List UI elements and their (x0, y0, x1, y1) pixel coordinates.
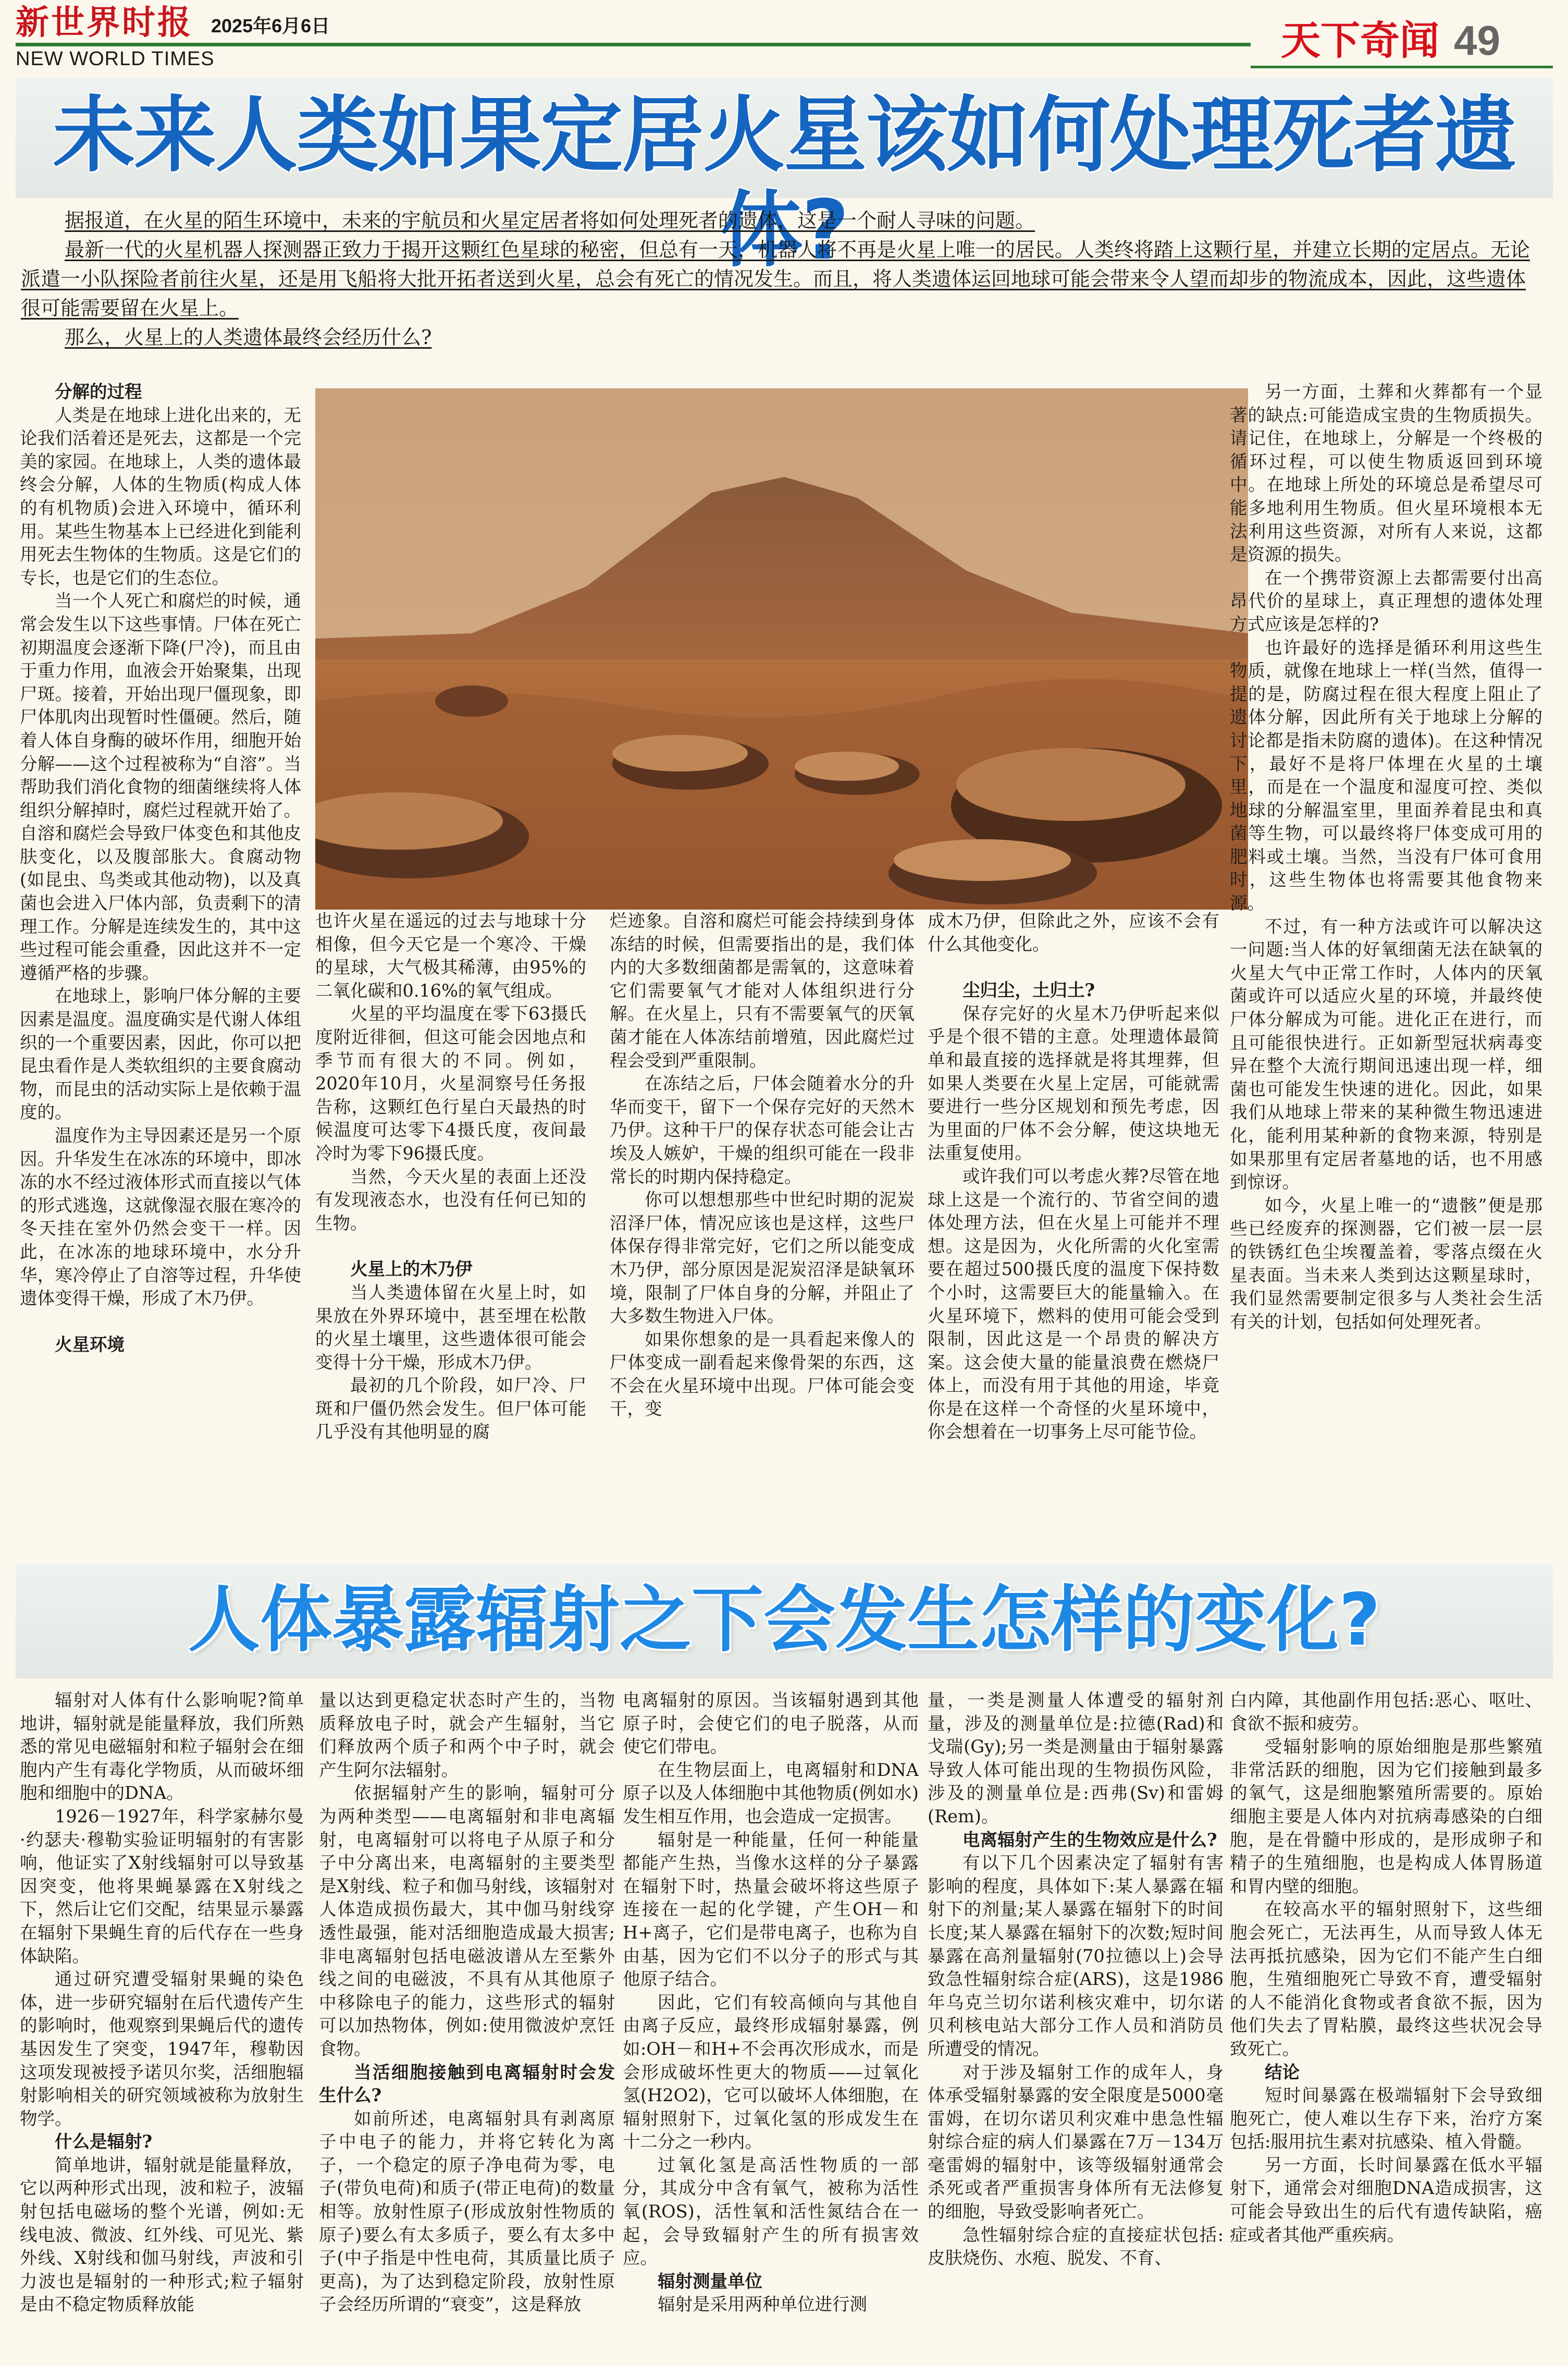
mars-landscape-image (315, 388, 1248, 910)
body-paragraph: 白内障，其他副作用包括:恶心、呕吐、食欲不振和疲劳。 (1230, 1690, 1542, 1734)
body-paragraph: 简单地讲，辐射就是能量释放，它以两种形式出现，波和粒子，波辐射包括电磁场的整个光谱，例如:无线电波、微波、红外线、可见光、紫外线、X射线和伽马射线，声波和引力波也是辐射的一种形式;粒子辐射是由不稳定物质释放能 (20, 2154, 304, 2315)
article2-column-3 (623, 1689, 919, 2361)
article1-column-4 (928, 910, 1219, 1444)
body-paragraph: 通过研究遭受辐射果蝇的染色体，进一步研究辐射在后代遗传产生的影响时，他观察到果蝇后代的遗传基因发生了突变，1947年，穆勒因这项发现被授予诺贝尔奖，活细胞辐射影响相关的研究领域被称为放射生物学。 (20, 1969, 304, 2129)
body-paragraph: 温度作为主导因素还是另一个原因。升华发生在冰冻的环境中，即冰冻的水不经过液体形式而直接以气体的形式逃逸，这就像湿衣服在寒冷的冬天挂在室外仍然会变干一样。因此，在冰冻的地球环境中，水分升华，寒冷停止了自溶等过程，升华使遗体变得干燥，形成了木乃伊。 (20, 1125, 301, 1309)
newspaper-logo: 新世界时报 (16, 3, 193, 42)
intro-paragraph: 那么，火星上的人类遗体最终会经历什么? (65, 326, 432, 349)
section-underline (1251, 66, 1553, 68)
masthead-divider (16, 43, 1251, 46)
subheading: 火星上的木乃伊 (350, 1259, 473, 1280)
subheading: 电离辐射产生的生物效应是什么? (962, 1829, 1217, 1850)
body-paragraph: 也许火星在遥远的过去与地球十分相像，但今天它是一个寒冷、干燥的星球，大气极其稀薄，由95%的二氧化碳和0.16%的氧气组成。 (315, 911, 586, 1001)
body-paragraph: 不过，有一种方法或许可以解决这一问题:当人体的好氧细菌无法在缺氧的火星大气中正常工作时，人体内的厌氧菌或许可以适应火星的环境，并最终使尸体分解成为可能。进化正在进行，而且可能很快进行。正如新型冠状病毒变异在整个大流行期间迅速出现一样，细菌也可能发生快速的进化。因此，如果我们从地球上带来的某种微生物迅速进化，能利用某种新的食物来源，特别是如果那里有定居者墓地的话，也不用感到惊讶。 (1230, 916, 1542, 1193)
intro-paragraph: 最新一代的火星机器人探测器正致力于揭开这颗红色星球的秘密，但总有一天，机器人将不再是火星上唯一的居民。人类终将踏上这颗行星，并建立长期的定居点。无论派遣一小队探险者前往火星，还是用飞船将大批开拓者送到火星，总会有死亡的情况发生。而且，将人类遗体运回地球可能会带来令人望而却步的物流成本，因此，这些遗体很可能需要留在火星上。 (21, 238, 1530, 320)
subheading: 结论 (1265, 2062, 1300, 2082)
article2-column-4 (928, 1689, 1224, 2361)
body-paragraph: 如果你想象的是一具看起来像人的尸体变成一副看起来像骨架的东西，这不会在火星环境中出现。尸体可能会变干，变 (610, 1329, 915, 1419)
body-paragraph: 另一方面，长时间暴露在低水平辐射下，通常会对细胞DNA造成损害，这可能会导致出生的后代有遗传缺陷，癌症或者其他严重疾病。 (1230, 2154, 1542, 2245)
article-headline: 未来人类如果定居火星该如何处理死者遗体? (53, 88, 1516, 278)
body-paragraph: 1926－1927年，科学家赫尔曼·约瑟夫·穆勒实验证明辐射的有害影响，他证实了X射线辐射可以导致基因突变，他将果蝇暴露在X射线之下，然后让它们交配，结果显示暴露在辐射下果蝇生育的后代存在一些身体缺陷。 (20, 1806, 304, 1966)
body-paragraph: 成木乃伊，但除此之外，应该不会有什么其他变化。 (928, 911, 1219, 954)
article1-column-3 (610, 910, 915, 1421)
subheading: 当活细胞接触到电离辐射时会发生什么? (319, 2062, 615, 2106)
body-paragraph: 当然，今天火星的表面上还没有发现液态水，也没有任何已知的生物。 (315, 1166, 586, 1233)
body-paragraph: 你可以想想那些中世纪时期的泥炭沼泽尸体，情况应该也是这样，这些尸体保存得非常完好，它们之所以能变成木乃伊，部分原因是泥炭沼泽是缺氧环境，限制了尸体自身的分解，并阻止了大多数生物进入尸体。 (610, 1190, 915, 1327)
body-paragraph: 烂迹象。自溶和腐烂可能会持续到身体冻结的时候，但需要指出的是，我们体内的大多数细菌都是需氧的，这意味着它们需要氧气才能对人体组织进行分解。在火星上，只有不需要氧气的厌氧菌才能在人体冻结前增殖，因此腐烂过程会受到严重限制。 (610, 911, 915, 1071)
body-paragraph: 辐射是一种能量，任何一种能量都能产生热，当像水这样的分子暴露在辐射下时，热量会破坏将这些原子连接在一起的化学键，产生OH－和H+离子，它们是带电离子，也称为自由基，因为它们不以分子的形式与其他原子结合。 (623, 1829, 919, 1990)
article2-column-2 (319, 1689, 615, 2361)
article-intro (21, 206, 1542, 352)
body-paragraph: 最初的几个阶段，如尸冷、尸斑和尸僵仍然会发生。但尸体可能几乎没有其他明显的腐 (315, 1375, 586, 1442)
article-headline: 人体暴露辐射之下会发生怎样的变化? (188, 1578, 1381, 1662)
body-paragraph: 在较高水平的辐射照射下，这些细胞会死亡，无法再生，从而导致人体无法再抵抗感染，因为它们不能产生白细胞，生殖细胞死亡导致不育，遭受辐射的人不能消化食物或者食欲不振，因为他们失去了胃粘膜，最终这些状况会导致死亡。 (1230, 1899, 1542, 2059)
body-paragraph: 当人类遗体留在火星上时，如果放在外界环境中，甚至埋在松散的火星土壤里，这些遗体很可能会变得十分干燥，形成木乃伊。 (315, 1282, 586, 1372)
body-paragraph: 短时间暴露在极端辐射下会导致细胞死亡，使人难以生存下来，治疗方案包括:服用抗生素对抗感染、植入骨髓。 (1230, 2085, 1542, 2152)
subheading: 辐射测量单位 (658, 2271, 762, 2291)
body-paragraph: 辐射对人体有什么影响呢?简单地讲，辐射就是能量释放，我们所熟悉的常见电磁辐射和粒子辐射会在细胞内产生有毒化学物质，从而破坏细胞和细胞中的DNA。 (20, 1690, 304, 1804)
body-paragraph: 在冻结之后，尸体会随着水分的升华而变干，留下一个保存完好的天然木乃伊。这种干尸的保存状态可能会让古埃及人嫉妒，干燥的组织可能在一段非常长的时期内保持稳定。 (610, 1073, 915, 1187)
body-paragraph: 如前所述，电离辐射具有剥离原子中电子的能力，并将它转化为离子，一个稳定的原子净电荷为零，电子(带负电荷)和质子(带正电荷)的数量相等。放射性原子(形成放射性物质的原子)要么有太多质子，要么有太多中子(中子指是中性电荷，其质量比质子更高)，为了达到稳定阶段，放射性原子会经历所谓的“衰变”，这是释放 (319, 2108, 615, 2315)
body-paragraph: 火星的平均温度在零下63摄氏度附近徘徊，但这可能会因地点和季节而有很大的不同。例如，2020年10月，火星洞察号任务报告称，这颗红色行星白天最热的时候温度可达零下4摄氏度，夜间最冷时为零下96摄氏度。 (315, 1003, 586, 1163)
article1-column-2 (315, 910, 586, 1444)
article1-column-1 (20, 381, 301, 1356)
body-paragraph: 量以达到更稳定状态时产生的，当物质释放电子时，就会产生辐射，当它们释放两个质子和两个中子时，就会产生阿尔法辐射。 (319, 1690, 615, 1780)
body-paragraph: 受辐射影响的原始细胞是那些繁殖非常活跃的细胞，因为它们接触到最多的氧气，这是细胞繁殖所需要的。原始细胞主要是人体内对抗病毒感染的白细胞，是在骨髓中形成的，是形成卵子和精子的生殖细胞，也是构成人体胃肠道和胃内壁的细胞。 (1230, 1736, 1542, 1896)
body-paragraph: 也许最好的选择是循环利用这些生物质，就像在地球上一样(当然，值得一提的是，防腐过程在很大程度上阻止了遗体分解，因此所有关于地球上分解的讨论都是指未防腐的遗体)。在这种情况下，最好不是将尸体埋在火星的土壤里，而是在一个温度和湿度可控、类似地球的分解温室里，里面养着昆虫和真菌等生物，可以最终将尸体变成可用的肥料或土壤。当然，当没有尸体可食用时，这些生物体也将需要其他食物来源。 (1230, 637, 1542, 914)
body-paragraph: 有以下几个因素决定了辐射有害影响的程度，具体如下:某人暴露在辐射下的剂量;某人暴露在辐射下的时间长度;某人暴露在辐射下的次数;短时间暴露在高剂量辐射(70拉德以上)会导致急性辐射综合症(ARS)，这是1986年乌克兰切尔诺利核灾难中，切尔诺贝利核电站大部分工作人员和消防员所遭受的情况。 (928, 1853, 1224, 2059)
body-paragraph: 在地球上，影响尸体分解的主要因素是温度。温度确实是代谢人体组织的一个重要因素，因此，你可以把昆虫看作是人类软组织的主要食腐动物，而昆虫的活动实际上是依赖于温度的。 (20, 986, 301, 1123)
body-paragraph: 人类是在地球上进化出来的，无论我们活着还是死去，这都是一个完美的家园。在地球上，人类的遗体最终会分解，人体的生物质(构成人体的有机物质)会进入环境中，循环利用。某些生物基本上已经进化到能利用死去生物体的生物质。这是它们的专长，也是它们的生态位。 (20, 404, 301, 588)
subheading: 尘归尘，土归土? (962, 980, 1095, 1001)
article2-column-1 (20, 1689, 304, 2361)
body-paragraph: 如今，火星上唯一的“遗骸”便是那些已经废弃的探测器，它们被一层一层的铁锈红色尘埃覆盖着，零落点缀在火星表面。当未来人类到达这颗星球时，我们显然需要制定很多与人类社会生活有关的计划，包括如何处理死者。 (1230, 1195, 1542, 1332)
subheading: 什么是辐射? (55, 2131, 153, 2152)
body-paragraph: 在生物层面上，电离辐射和DNA原子以及人体细胞中其他物质(例如水)发生相互作用，也会造成一定损害。 (623, 1759, 919, 1826)
issue-date: 2025年6月6日 (211, 15, 330, 36)
newspaper-english-name: NEW WORLD TIMES (16, 48, 215, 70)
body-paragraph: 保存完好的火星木乃伊听起来似乎是个很不错的主意。处理遗体最简单和最直接的选择就是将其埋葬，但如果人类要在火星上定居，可能就需要进行一些分区规划和预先考虑，因为里面的尸体不会分解，使这块地无法重复使用。 (928, 1003, 1219, 1163)
subheading: 分解的过程 (55, 382, 142, 402)
body-paragraph: 在一个携带资源上去都需要付出高昂代价的星球上，真正理想的遗体处理方式应该是怎样的? (1230, 567, 1542, 634)
body-paragraph: 过氧化氢是高活性物质的一部分，其成分中含有氧气，被称为活性氧(ROS)，活性氧和活性氮结合在一起，会导致辐射产生的所有损害效应。 (623, 2154, 919, 2269)
article1-column-5 (1230, 381, 1542, 1333)
body-paragraph: 急性辐射综合症的直接症状包括:皮肤烧伤、水疱、脱发、不育、 (928, 2224, 1224, 2269)
body-paragraph: 或许我们可以考虑火葬?尽管在地球上这是一个流行的、节省空间的遗体处理方法，但在火星上可能并不理想。这是因为，火化所需的火化室需要在超过500摄氏度的温度下保持数个小时，这需要巨大的能量输入。在火星环境下，燃料的使用可能会受到限制，因此这是一个昂贵的解决方案。这会使大量的能量浪费在燃烧尸体上，而没有用于其他的用途，毕竟你是在这样一个奇怪的火星环境中，你会想着在一切事务上尽可能节俭。 (928, 1166, 1219, 1442)
body-paragraph: 依据辐射产生的影响，辐射可分为两种类型——电离辐射和非电离辐射，电离辐射可以将电子从原子和分子中分离出来，电离辐射的主要类型是X射线、粒子和伽马射线，该辐射对人体造成损伤最大，其中伽马射线穿透性最强，能对活细胞造成最大损害;非电离辐射包括电磁波谱从左至紫外线之间的电磁波，不具有从其他原子中移除电子的能力，这些形式的辐射可以加热物体，例如:使用微波炉烹饪食物。 (319, 1783, 615, 2059)
section-title: 天下奇闻 (1281, 17, 1439, 64)
article2-column-5 (1230, 1689, 1542, 2361)
body-paragraph: 电离辐射的原因。当该辐射遇到其他原子时，会使它们的电子脱落，从而使它们带电。 (623, 1690, 919, 1757)
intro-paragraph: 据报道，在火星的陌生环境中，未来的宇航员和火星定居者将如何处理死者的遗体，这是一个耐人寻味的问题。 (65, 209, 1035, 232)
body-paragraph: 另一方面，土葬和火葬都有一个显著的缺点:可能造成宝贵的生物质损失。请记住，在地球上，分解是一个终极的循环过程，可以使生物质返回到环境中。在地球上所处的环境总是希望尽可能多地利用生物质。但火星环境根本无法利用这些资源，对所有人来说，这都是资源的损失。 (1230, 382, 1542, 565)
subheading: 火星环境 (55, 1334, 125, 1355)
body-paragraph: 因此，它们有较高倾向与其他自由离子反应，最终形成辐射暴露，例如:OH－和H+不会再次形成水，而是会形成破坏性更大的物质——过氧化氢(H2O2)，它可以破坏人体细胞，在辐射照射下，过氧化氢的形成发生在十二分之一秒内。 (623, 1992, 919, 2152)
body-paragraph: 对于涉及辐射工作的成年人，身体承受辐射暴露的安全限度是5000毫雷姆，在切尔诺贝利灾难中患急性辐射综合症的病人们暴露在7万－134万毫雷姆的辐射中，该等级辐射通常会杀死或者严重损害身体所有无法修复的细胞，导致受影响者死亡。 (928, 2062, 1224, 2222)
body-paragraph: 辐射是采用两种单位进行测 (658, 2294, 867, 2315)
page-number: 49 (1454, 17, 1500, 64)
body-paragraph: 当一个人死亡和腐烂的时候，通常会发生以下这些事情。尸体在死亡初期温度会逐渐下降(尸冷)，而且由于重力作用，血液会开始聚集，出现尸斑。接着，开始出现尸僵现象，即尸体肌肉出现暂时性僵硬。然后，随着人体自身酶的破坏作用，细胞开始分解——这个过程被称为“自溶”。当帮助我们消化食物的细菌继续将人体组织分解掉时，腐烂过程就开始了。自溶和腐烂会导致尸体变色和其他皮肤变化，以及腹部胀大。食腐动物(如昆虫、鸟类或其他动物)，以及真菌也会进入尸体内部，负责剩下的清理工作。分解是连续发生的，其中这些过程可能会重叠，因此这并不一定遵循严格的步骤。 (20, 591, 301, 983)
body-paragraph: 量，一类是测量人体遭受的辐射剂量，涉及的测量单位是:拉德(Rad)和戈瑞(Gy);另一类是测量由于辐射暴露导致人体可能出现的生物损伤风险，涉及的测量单位是:西弗(Sv)和雷姆(Rem)。 (928, 1690, 1224, 1826)
